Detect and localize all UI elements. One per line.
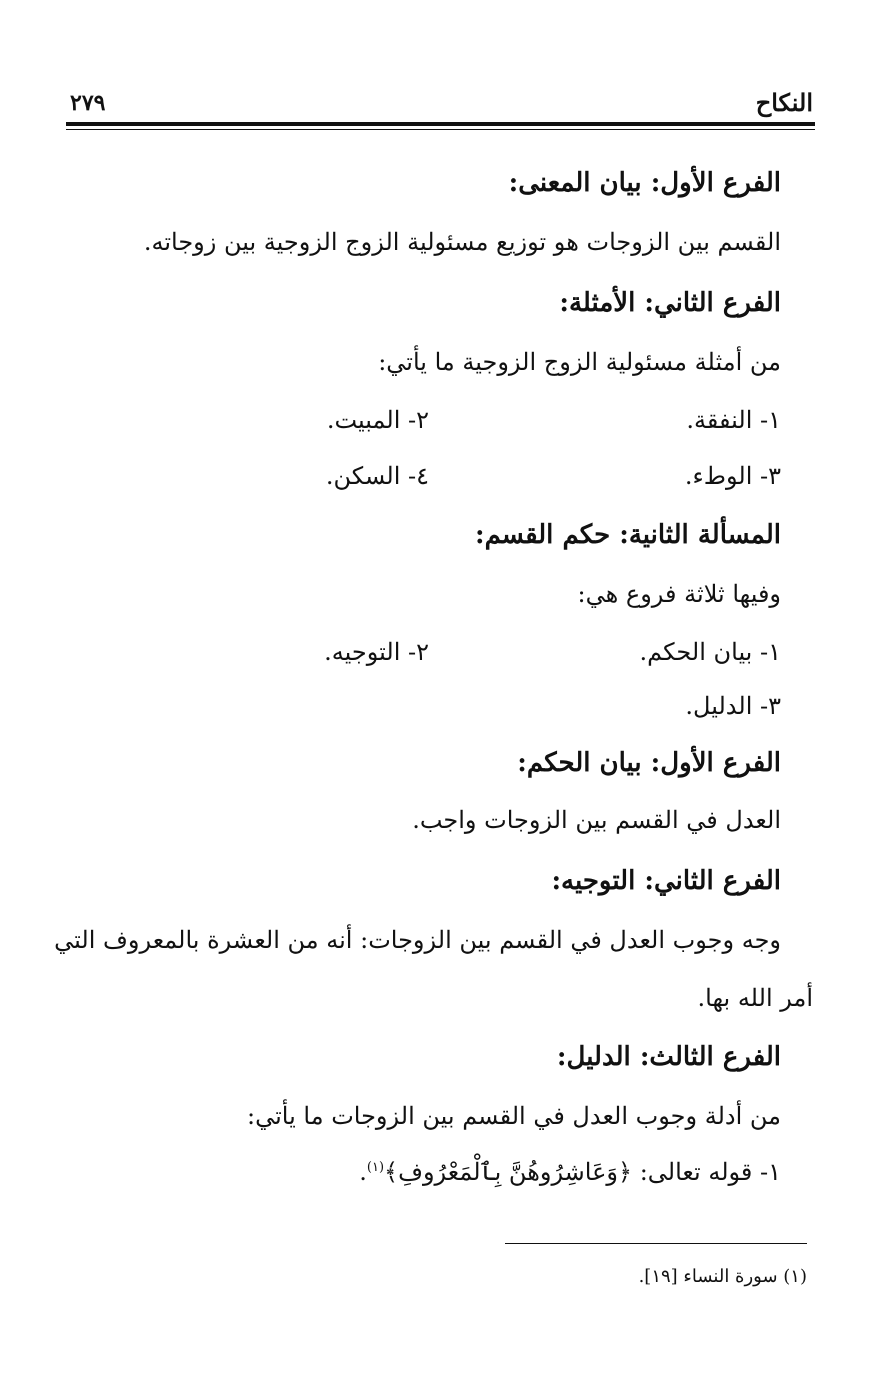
evidence-prefix: ١- قوله تعالى:: [639, 1158, 781, 1186]
quran-verse: ﴿وَعَاشِرُوهُنَّ بِٱلْمَعْرُوفِ﴾: [384, 1158, 633, 1186]
heading-branch-meaning: الفرع الأول: بيان المعنى:: [508, 168, 781, 198]
footnote-reference: (١): [366, 1160, 385, 1175]
paragraph-meaning: القسم بين الزوجات هو توزيع مسئولية الزوج الزوجية بين زوجاته.: [143, 228, 781, 256]
paragraph-ruling: العدل في القسم بين الزوجات واجب.: [412, 806, 781, 834]
evidence-item-1: [359, 1158, 781, 1186]
heading-branch-ruling: الفرع الأول: بيان الحكم:: [517, 748, 781, 778]
page-number: ٢٧٩: [70, 90, 106, 116]
heading-branch-justification: الفرع الثاني: التوجيه:: [551, 866, 781, 896]
heading-branch-evidence: الفرع الثالث: الدليل:: [556, 1042, 781, 1072]
footnote: (١) سورة النساء [١٩].: [638, 1266, 807, 1287]
paragraph-evidence-intro: من أدلة وجوب العدل في القسم بين الزوجات ما يأتي:: [247, 1102, 781, 1130]
paragraph-branches-intro: وفيها ثلاثة فروع هي:: [577, 580, 781, 608]
header-rule-thick: [66, 122, 815, 126]
example-item-2: ٢- المبيت.: [326, 406, 429, 434]
heading-issue-ruling: المسألة الثانية: حكم القسم:: [475, 520, 781, 550]
example-item-3: ٣- الوطء.: [684, 462, 781, 490]
paragraph-justification-line-1: وجه وجوب العدل في القسم بين الزوجات: أنه من العشرة بالمعروف التي: [54, 926, 781, 954]
branch-item-2: ٢- التوجيه.: [324, 638, 429, 666]
evidence-end: .: [359, 1158, 367, 1186]
example-item-4: ٤- السكن.: [325, 462, 429, 490]
paragraph-examples-intro: من أمثلة مسئولية الزوج الزوجية ما يأتي:: [378, 348, 781, 376]
heading-branch-examples: الفرع الثاني: الأمثلة:: [559, 288, 781, 318]
example-item-1: ١- النفقة.: [686, 406, 781, 434]
branch-item-1: ١- بيان الحكم.: [639, 638, 781, 666]
footnote-separator: [505, 1243, 807, 1244]
paragraph-justification-line-2: أمر الله بها.: [697, 984, 813, 1012]
header-rule-thin: [66, 129, 815, 130]
branch-item-3: ٣- الدليل.: [685, 692, 781, 720]
running-header-title: النكاح: [755, 88, 813, 117]
